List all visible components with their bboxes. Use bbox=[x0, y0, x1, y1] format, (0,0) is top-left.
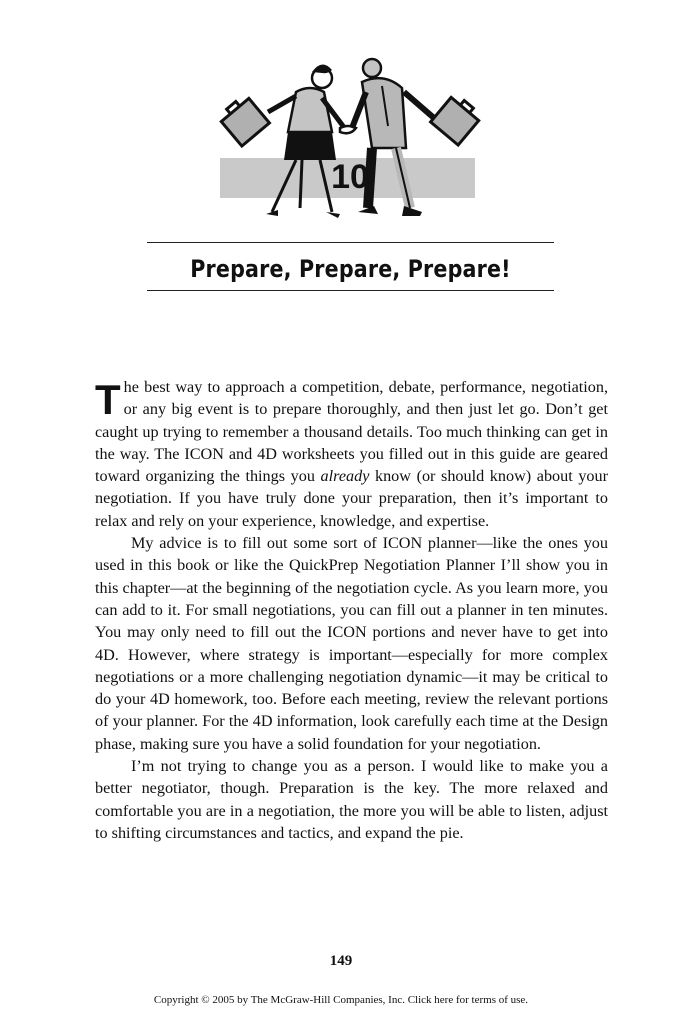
page-number: 149 bbox=[329, 953, 353, 969]
chapter-title: Prepare, Prepare, Prepare! bbox=[190, 255, 511, 283]
chapter-number: 10 bbox=[331, 158, 369, 196]
paragraph-1-emphasis: already bbox=[320, 467, 370, 486]
paragraph-3: I’m not trying to change you as a person. I would like to make you a better negotiator, though. Preparation is the key. The more relaxed and comfortable you are in a negotiation, the more you will be able to listen, adjust to shifting circumstances and tactics, and expand the pie. bbox=[95, 757, 608, 842]
paragraph-1-tail: know (or should know) about your negotiation. If you have truly done your preparation, then it’s important to relax and rely on your experience, knowledge, and expertise. bbox=[95, 467, 609, 530]
left-briefcase-icon bbox=[217, 94, 269, 146]
title-rule-top bbox=[147, 242, 554, 243]
paragraph-1-lead: he best way to approach a competition, debate, performance, negotiation, or any big event is to prepare thoroughly, and then just let go. Don’t get caught up trying to remember a thousand details. Too much thinking can get in the way. The ICON and 4D worksheets you filled out in this guide are geared toward organizing the things you bbox=[95, 378, 608, 486]
paragraph-1 bbox=[95, 376, 608, 532]
chapter-body bbox=[95, 376, 608, 844]
right-briefcase-icon bbox=[431, 93, 483, 145]
drop-cap: T bbox=[95, 376, 121, 423]
copyright-link[interactable]: Copyright © 2005 by The McGraw-Hill Companies, Inc. Click here for terms of use. bbox=[153, 994, 529, 1006]
paragraph-2: My advice is to fill out some sort of ICON planner—like the ones you used in this book or like the QuickPrep Negotiation Planner I’ll show you in this chapter—at the beginning of the negotiation cycle. As you learn more, you can add to it. For small negotiations, you can fill out a planner in ten minutes. You may only need to fill out the ICON portions and never have to get into 4D. However, where strategy is important—especially for more complex negotiations or a more challenging negotiation dynamic—it may be critical to do your 4D homework, too. Before each meeting, review the relevant portions of your planner. For the 4D information, look carefully each time at the Design phase, making sure you have a solid foundation for your negotiation. bbox=[95, 534, 608, 753]
title-rule-bottom bbox=[147, 290, 554, 291]
